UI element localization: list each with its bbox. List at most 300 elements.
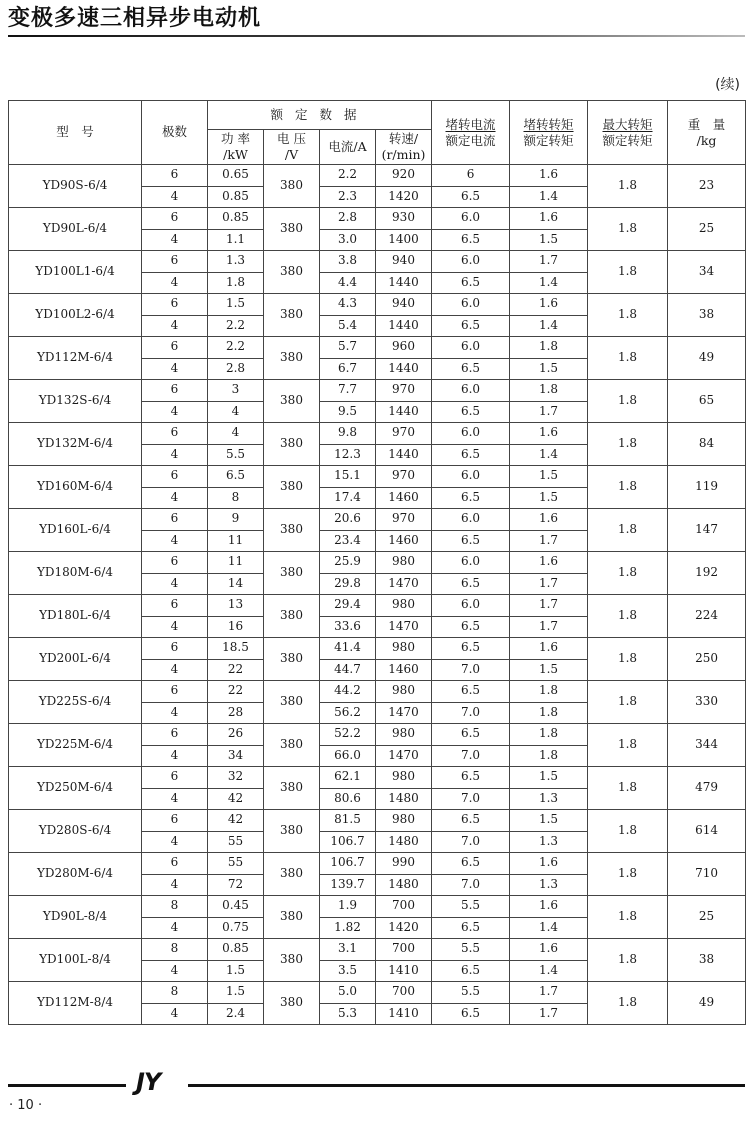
cell-speed: 700 — [376, 896, 432, 918]
cell-locked-torque: 1.4 — [510, 272, 588, 294]
voltage-unit: /V — [284, 147, 299, 162]
cell-poles: 6 — [142, 681, 208, 703]
cell-power: 42 — [208, 788, 264, 810]
cell-poles: 8 — [142, 982, 208, 1004]
cell-speed: 970 — [376, 423, 432, 445]
cell-locked-torque: 1.4 — [510, 186, 588, 208]
cell-voltage: 380 — [264, 853, 320, 896]
cell-speed: 970 — [376, 509, 432, 531]
cell-model: YD90S-6/4 — [9, 165, 142, 208]
cell-locked-current: 5.5 — [432, 896, 510, 918]
cell-power: 42 — [208, 810, 264, 832]
cell-power: 26 — [208, 724, 264, 746]
cell-weight: 479 — [668, 767, 746, 810]
cell-current: 1.82 — [320, 917, 376, 939]
cell-speed: 1480 — [376, 874, 432, 896]
cell-power: 5.5 — [208, 444, 264, 466]
cell-current: 20.6 — [320, 509, 376, 531]
cell-locked-current: 6.5 — [432, 616, 510, 638]
cell-max-torque: 1.8 — [588, 337, 668, 380]
cell-speed: 1460 — [376, 659, 432, 681]
cell-speed: 980 — [376, 595, 432, 617]
locked-torque-denominator: 额定转矩 — [523, 132, 574, 148]
cell-current: 62.1 — [320, 767, 376, 789]
cell-power: 4 — [208, 401, 264, 423]
cell-locked-current: 6.0 — [432, 251, 510, 273]
cell-weight: 23 — [668, 165, 746, 208]
cell-locked-torque: 1.4 — [510, 960, 588, 982]
power-unit: /kW — [223, 147, 248, 162]
cell-locked-current: 6.5 — [432, 487, 510, 509]
cell-current: 5.4 — [320, 315, 376, 337]
cell-max-torque: 1.8 — [588, 681, 668, 724]
weight-label: 重 量 — [687, 116, 726, 132]
cell-current: 106.7 — [320, 831, 376, 853]
cell-current: 29.4 — [320, 595, 376, 617]
cell-locked-current: 6.5 — [432, 853, 510, 875]
cell-model: YD100L2-6/4 — [9, 294, 142, 337]
cell-weight: 38 — [668, 939, 746, 982]
cell-locked-current: 6.5 — [432, 638, 510, 660]
cell-model: YD112M-6/4 — [9, 337, 142, 380]
cell-locked-torque: 1.8 — [510, 702, 588, 724]
cell-locked-current: 6.5 — [432, 960, 510, 982]
table-row — [9, 638, 746, 660]
cell-locked-torque: 1.6 — [510, 208, 588, 230]
cell-poles: 4 — [142, 530, 208, 552]
page-number: · 10 · — [9, 1098, 43, 1113]
cell-max-torque: 1.8 — [588, 251, 668, 294]
cell-locked-torque: 1.4 — [510, 444, 588, 466]
cell-speed: 980 — [376, 767, 432, 789]
cell-poles: 6 — [142, 509, 208, 531]
cell-poles: 6 — [142, 552, 208, 574]
cell-locked-torque: 1.8 — [510, 724, 588, 746]
cell-poles: 6 — [142, 724, 208, 746]
cell-locked-current: 7.0 — [432, 788, 510, 810]
cell-power: 1.8 — [208, 272, 264, 294]
cell-power: 11 — [208, 552, 264, 574]
table-row — [9, 896, 746, 918]
cell-speed: 1460 — [376, 487, 432, 509]
table-row — [9, 939, 746, 961]
header-locked-current-ratio — [432, 101, 510, 165]
cell-locked-torque: 1.5 — [510, 466, 588, 488]
cell-weight: 250 — [668, 638, 746, 681]
cell-locked-current: 6.5 — [432, 917, 510, 939]
cell-max-torque: 1.8 — [588, 208, 668, 251]
header-poles: 极数 — [142, 101, 208, 165]
speed-unit: (r/min) — [381, 147, 426, 162]
table-row — [9, 294, 746, 316]
cell-locked-torque: 1.5 — [510, 487, 588, 509]
cell-poles: 4 — [142, 272, 208, 294]
cell-poles: 4 — [142, 487, 208, 509]
cell-poles: 4 — [142, 573, 208, 595]
cell-locked-current: 5.5 — [432, 939, 510, 961]
cell-poles: 4 — [142, 745, 208, 767]
cell-current: 33.6 — [320, 616, 376, 638]
cell-poles: 8 — [142, 939, 208, 961]
cell-speed: 980 — [376, 724, 432, 746]
cell-current: 81.5 — [320, 810, 376, 832]
table-row — [9, 423, 746, 445]
cell-speed: 980 — [376, 810, 432, 832]
cell-max-torque: 1.8 — [588, 638, 668, 681]
cell-poles: 4 — [142, 315, 208, 337]
cell-current: 29.8 — [320, 573, 376, 595]
cell-locked-torque: 1.6 — [510, 509, 588, 531]
cell-max-torque: 1.8 — [588, 939, 668, 982]
table-row — [9, 853, 746, 875]
cell-poles: 4 — [142, 788, 208, 810]
cell-locked-current: 6.5 — [432, 315, 510, 337]
cell-voltage: 380 — [264, 896, 320, 939]
cell-model: YD160L-6/4 — [9, 509, 142, 552]
cell-model: YD90L-8/4 — [9, 896, 142, 939]
cell-locked-torque: 1.7 — [510, 530, 588, 552]
cell-power: 0.85 — [208, 939, 264, 961]
cell-poles: 6 — [142, 423, 208, 445]
table-row — [9, 251, 746, 273]
cell-power: 16 — [208, 616, 264, 638]
cell-voltage: 380 — [264, 294, 320, 337]
cell-max-torque: 1.8 — [588, 767, 668, 810]
cell-locked-current: 6.5 — [432, 358, 510, 380]
cell-locked-current: 6.0 — [432, 552, 510, 574]
cell-speed: 980 — [376, 638, 432, 660]
cell-voltage: 380 — [264, 810, 320, 853]
cell-current: 56.2 — [320, 702, 376, 724]
cell-speed: 1460 — [376, 530, 432, 552]
cell-poles: 4 — [142, 444, 208, 466]
cell-locked-current: 6.0 — [432, 423, 510, 445]
table-row — [9, 337, 746, 359]
cell-max-torque: 1.8 — [588, 982, 668, 1025]
cell-model: YD90L-6/4 — [9, 208, 142, 251]
cell-locked-current: 7.0 — [432, 874, 510, 896]
cell-locked-current: 7.0 — [432, 702, 510, 724]
cell-power: 8 — [208, 487, 264, 509]
cell-speed: 920 — [376, 165, 432, 187]
cell-speed: 930 — [376, 208, 432, 230]
cell-power: 72 — [208, 874, 264, 896]
cell-model: YD100L1-6/4 — [9, 251, 142, 294]
footer-rule-left — [8, 1084, 126, 1087]
cell-weight: 38 — [668, 294, 746, 337]
cell-power: 2.4 — [208, 1003, 264, 1025]
cell-locked-current: 6.5 — [432, 186, 510, 208]
cell-speed: 700 — [376, 982, 432, 1004]
cell-max-torque: 1.8 — [588, 294, 668, 337]
cell-power: 13 — [208, 595, 264, 617]
cell-locked-current: 7.0 — [432, 745, 510, 767]
cell-weight: 224 — [668, 595, 746, 638]
locked-current-numerator: 堵转电流 — [445, 116, 496, 132]
cell-model: YD132M-6/4 — [9, 423, 142, 466]
cell-locked-torque: 1.8 — [510, 380, 588, 402]
cell-poles: 4 — [142, 616, 208, 638]
cell-max-torque: 1.8 — [588, 423, 668, 466]
cell-speed: 1420 — [376, 917, 432, 939]
cell-poles: 6 — [142, 208, 208, 230]
continued-label: (续) — [715, 77, 740, 93]
weight-unit: /kg — [696, 132, 717, 148]
cell-current: 12.3 — [320, 444, 376, 466]
cell-poles: 4 — [142, 831, 208, 853]
cell-locked-current: 6.0 — [432, 466, 510, 488]
cell-speed: 1440 — [376, 272, 432, 294]
cell-max-torque: 1.8 — [588, 896, 668, 939]
cell-speed: 940 — [376, 251, 432, 273]
cell-max-torque: 1.8 — [588, 810, 668, 853]
cell-speed: 1440 — [376, 315, 432, 337]
table-row — [9, 165, 746, 187]
cell-power: 0.65 — [208, 165, 264, 187]
cell-power: 1.3 — [208, 251, 264, 273]
cell-voltage: 380 — [264, 767, 320, 810]
cell-speed: 1480 — [376, 788, 432, 810]
cell-locked-current: 6.5 — [432, 272, 510, 294]
cell-locked-current: 6.5 — [432, 1003, 510, 1025]
cell-speed: 1470 — [376, 616, 432, 638]
table-row — [9, 681, 746, 703]
locked-torque-numerator: 堵转转矩 — [523, 116, 574, 132]
cell-weight: 25 — [668, 208, 746, 251]
cell-max-torque: 1.8 — [588, 165, 668, 208]
cell-locked-torque: 1.8 — [510, 745, 588, 767]
cell-speed: 700 — [376, 939, 432, 961]
cell-weight: 192 — [668, 552, 746, 595]
cell-poles: 4 — [142, 702, 208, 724]
power-label: 功 率 — [221, 131, 250, 147]
table-row — [9, 595, 746, 617]
cell-speed: 1400 — [376, 229, 432, 251]
cell-power: 0.75 — [208, 917, 264, 939]
cell-power: 9 — [208, 509, 264, 531]
cell-locked-current: 6.5 — [432, 767, 510, 789]
cell-model: YD225S-6/4 — [9, 681, 142, 724]
cell-weight: 330 — [668, 681, 746, 724]
header-locked-torque-ratio — [510, 101, 588, 165]
cell-current: 2.2 — [320, 165, 376, 187]
table-row — [9, 767, 746, 789]
cell-locked-current: 6.5 — [432, 401, 510, 423]
cell-current: 17.4 — [320, 487, 376, 509]
cell-current: 5.0 — [320, 982, 376, 1004]
cell-max-torque: 1.8 — [588, 595, 668, 638]
cell-current: 23.4 — [320, 530, 376, 552]
cell-locked-current: 6.0 — [432, 337, 510, 359]
cell-current: 139.7 — [320, 874, 376, 896]
header-model: 型 号 — [9, 101, 142, 165]
table-row — [9, 552, 746, 574]
cell-voltage: 380 — [264, 251, 320, 294]
cell-poles: 4 — [142, 401, 208, 423]
cell-voltage: 380 — [264, 337, 320, 380]
cell-locked-current: 6.5 — [432, 724, 510, 746]
cell-poles: 4 — [142, 917, 208, 939]
cell-voltage: 380 — [264, 982, 320, 1025]
cell-current: 7.7 — [320, 380, 376, 402]
cell-weight: 84 — [668, 423, 746, 466]
cell-power: 55 — [208, 831, 264, 853]
cell-power: 22 — [208, 681, 264, 703]
cell-locked-current: 6.0 — [432, 380, 510, 402]
cell-locked-current: 6.5 — [432, 573, 510, 595]
cell-current: 5.7 — [320, 337, 376, 359]
cell-power: 18.5 — [208, 638, 264, 660]
page-title: 变极多速三相异步电动机 — [8, 6, 262, 31]
cell-locked-current: 5.5 — [432, 982, 510, 1004]
cell-locked-torque: 1.5 — [510, 767, 588, 789]
cell-power: 2.2 — [208, 315, 264, 337]
cell-current: 9.5 — [320, 401, 376, 423]
brand-logo: JY — [136, 1068, 161, 1096]
cell-locked-torque: 1.6 — [510, 853, 588, 875]
cell-speed: 1440 — [376, 401, 432, 423]
cell-locked-torque: 1.8 — [510, 337, 588, 359]
cell-weight: 614 — [668, 810, 746, 853]
cell-voltage: 380 — [264, 939, 320, 982]
cell-poles: 6 — [142, 638, 208, 660]
cell-poles: 6 — [142, 466, 208, 488]
cell-power: 32 — [208, 767, 264, 789]
cell-locked-current: 6.5 — [432, 810, 510, 832]
cell-poles: 6 — [142, 380, 208, 402]
cell-max-torque: 1.8 — [588, 853, 668, 896]
cell-locked-torque: 1.3 — [510, 874, 588, 896]
cell-locked-torque: 1.7 — [510, 982, 588, 1004]
cell-power: 34 — [208, 745, 264, 767]
cell-locked-torque: 1.6 — [510, 896, 588, 918]
cell-model: YD100L-8/4 — [9, 939, 142, 982]
cell-speed: 990 — [376, 853, 432, 875]
cell-locked-current: 6.0 — [432, 208, 510, 230]
cell-current: 6.7 — [320, 358, 376, 380]
cell-locked-current: 6 — [432, 165, 510, 187]
footer-rule-right — [188, 1084, 745, 1087]
cell-power: 28 — [208, 702, 264, 724]
max-torque-denominator: 额定转矩 — [602, 132, 653, 148]
cell-power: 2.8 — [208, 358, 264, 380]
cell-speed: 1410 — [376, 960, 432, 982]
cell-current: 5.3 — [320, 1003, 376, 1025]
cell-model: YD200L-6/4 — [9, 638, 142, 681]
cell-poles: 6 — [142, 251, 208, 273]
cell-locked-current: 6.0 — [432, 595, 510, 617]
cell-power: 1.1 — [208, 229, 264, 251]
cell-power: 14 — [208, 573, 264, 595]
cell-speed: 980 — [376, 681, 432, 703]
cell-model: YD225M-6/4 — [9, 724, 142, 767]
cell-weight: 65 — [668, 380, 746, 423]
speed-label: 转速/ — [388, 131, 419, 147]
cell-current: 3.8 — [320, 251, 376, 273]
cell-current: 2.3 — [320, 186, 376, 208]
cell-locked-torque: 1.7 — [510, 573, 588, 595]
cell-model: YD180L-6/4 — [9, 595, 142, 638]
cell-voltage: 380 — [264, 380, 320, 423]
cell-speed: 940 — [376, 294, 432, 316]
locked-current-denominator: 额定电流 — [445, 132, 496, 148]
cell-model: YD280M-6/4 — [9, 853, 142, 896]
cell-speed: 970 — [376, 380, 432, 402]
cell-speed: 1470 — [376, 745, 432, 767]
cell-max-torque: 1.8 — [588, 466, 668, 509]
cell-model: YD160M-6/4 — [9, 466, 142, 509]
cell-current: 3.0 — [320, 229, 376, 251]
cell-current: 2.8 — [320, 208, 376, 230]
header-power — [208, 130, 264, 165]
cell-power: 0.85 — [208, 208, 264, 230]
cell-power: 6.5 — [208, 466, 264, 488]
cell-voltage: 380 — [264, 509, 320, 552]
cell-max-torque: 1.8 — [588, 724, 668, 767]
cell-model: YD132S-6/4 — [9, 380, 142, 423]
cell-voltage: 380 — [264, 208, 320, 251]
cell-locked-torque: 1.7 — [510, 616, 588, 638]
cell-poles: 4 — [142, 186, 208, 208]
cell-locked-torque: 1.4 — [510, 917, 588, 939]
cell-current: 106.7 — [320, 853, 376, 875]
cell-poles: 4 — [142, 358, 208, 380]
cell-speed: 1420 — [376, 186, 432, 208]
cell-locked-current: 6.5 — [432, 229, 510, 251]
cell-poles: 4 — [142, 659, 208, 681]
cell-speed: 1410 — [376, 1003, 432, 1025]
cell-model: YD112M-8/4 — [9, 982, 142, 1025]
cell-power: 0.45 — [208, 896, 264, 918]
cell-poles: 4 — [142, 960, 208, 982]
header-row-1 — [9, 101, 746, 130]
cell-locked-torque: 1.7 — [510, 401, 588, 423]
cell-poles: 6 — [142, 767, 208, 789]
cell-weight: 147 — [668, 509, 746, 552]
cell-locked-current: 6.5 — [432, 444, 510, 466]
cell-weight: 25 — [668, 896, 746, 939]
motor-spec-table — [8, 100, 746, 1025]
table-body — [9, 165, 746, 1025]
cell-poles: 6 — [142, 853, 208, 875]
table-row — [9, 208, 746, 230]
cell-speed: 980 — [376, 552, 432, 574]
cell-poles: 8 — [142, 896, 208, 918]
cell-speed: 1440 — [376, 358, 432, 380]
cell-power: 2.2 — [208, 337, 264, 359]
cell-current: 52.2 — [320, 724, 376, 746]
cell-locked-torque: 1.5 — [510, 229, 588, 251]
cell-voltage: 380 — [264, 638, 320, 681]
cell-locked-torque: 1.3 — [510, 831, 588, 853]
cell-max-torque: 1.8 — [588, 509, 668, 552]
cell-power: 4 — [208, 423, 264, 445]
voltage-label: 电 压 — [277, 131, 306, 147]
cell-speed: 1470 — [376, 702, 432, 724]
cell-voltage: 380 — [264, 595, 320, 638]
cell-power: 0.85 — [208, 186, 264, 208]
cell-weight: 710 — [668, 853, 746, 896]
cell-weight: 49 — [668, 982, 746, 1025]
cell-voltage: 380 — [264, 165, 320, 208]
cell-locked-torque: 1.6 — [510, 294, 588, 316]
cell-poles: 6 — [142, 165, 208, 187]
cell-locked-torque: 1.5 — [510, 358, 588, 380]
table-row — [9, 982, 746, 1004]
cell-locked-torque: 1.5 — [510, 810, 588, 832]
cell-speed: 1470 — [376, 573, 432, 595]
header-voltage — [264, 130, 320, 165]
